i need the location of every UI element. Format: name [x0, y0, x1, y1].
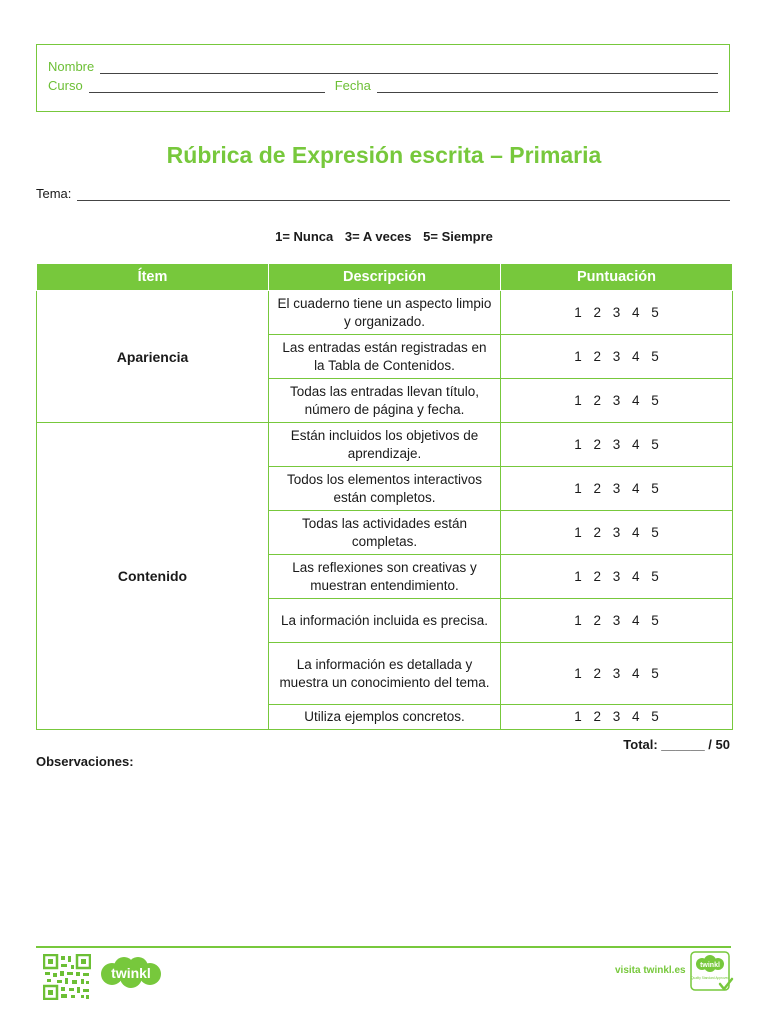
rubric-table — [36, 263, 733, 730]
row-score[interactable]: 1 2 3 4 5 — [501, 335, 733, 379]
header-descripcion: Descripción — [269, 264, 501, 291]
badge-subtitle: Quality Standard Approved — [690, 976, 730, 980]
nombre-row — [48, 59, 718, 74]
tema-row — [36, 186, 730, 201]
curso-label: Curso — [48, 78, 83, 93]
qr-code-icon — [43, 954, 91, 1000]
table-row — [37, 291, 733, 335]
row-score[interactable]: 1 2 3 4 5 — [501, 467, 733, 511]
row-score[interactable]: 1 2 3 4 5 — [501, 705, 733, 730]
legend-nunca: 1= Nunca — [275, 229, 334, 244]
tema-label: Tema: — [36, 186, 72, 201]
header-puntuacion: Puntuación — [501, 264, 733, 291]
nombre-field[interactable] — [100, 61, 718, 74]
twinkl-logo — [100, 955, 162, 989]
row-score[interactable]: 1 2 3 4 5 — [501, 511, 733, 555]
quality-badge-icon — [690, 951, 734, 993]
item-contenido: Contenido — [37, 423, 269, 730]
total-score: Total: ______ / 50 — [623, 737, 730, 752]
observaciones-label: Observaciones: — [36, 754, 134, 769]
row-description: Utiliza ejemplos concretos. — [269, 705, 501, 730]
row-description: El cuaderno tiene un aspecto limpio y organizado. — [269, 291, 501, 335]
row-description: Todas las actividades están completas. — [269, 511, 501, 555]
row-description: La información es detallada y muestra un conocimiento del tema. — [269, 643, 501, 705]
row-description: Están incluidos los objetivos de aprendizaje. — [269, 423, 501, 467]
tema-field[interactable] — [77, 188, 730, 201]
row-description: Todas las entradas llevan título, número de página y fecha. — [269, 379, 501, 423]
student-info-box — [36, 44, 730, 112]
table-row — [37, 423, 733, 467]
row-description: Las entradas están registradas en la Tabla de Contenidos. — [269, 335, 501, 379]
curso-fecha-row — [48, 78, 718, 93]
table-header-row — [37, 264, 733, 291]
fecha-field[interactable] — [377, 80, 718, 93]
row-score[interactable]: 1 2 3 4 5 — [501, 643, 733, 705]
row-score[interactable]: 1 2 3 4 5 — [501, 599, 733, 643]
row-score[interactable]: 1 2 3 4 5 — [501, 291, 733, 335]
legend-a-veces: 3= A veces — [344, 229, 412, 244]
row-score[interactable]: 1 2 3 4 5 — [501, 423, 733, 467]
item-apariencia: Apariencia — [37, 291, 269, 423]
curso-field[interactable] — [89, 80, 325, 93]
legend-siempre: 5= Siempre — [423, 229, 493, 244]
logo-text: twinkl — [111, 965, 151, 981]
visit-link[interactable]: visita twinkl.es — [615, 965, 686, 976]
header-item: Ítem — [37, 264, 269, 291]
row-description: Todos los elementos interactivos están completos. — [269, 467, 501, 511]
row-description: Las reflexiones son creativas y muestran entendimiento. — [269, 555, 501, 599]
page-title: Rúbrica de Expresión escrita – Primaria — [166, 142, 602, 168]
badge-title: twinkl — [700, 962, 720, 969]
footer-divider — [36, 946, 731, 948]
row-score[interactable]: 1 2 3 4 5 — [501, 555, 733, 599]
fecha-label: Fecha — [334, 78, 371, 93]
row-description: La información incluida es precisa. — [269, 599, 501, 643]
nombre-label: Nombre — [48, 59, 95, 74]
row-score[interactable]: 1 2 3 4 5 — [501, 379, 733, 423]
score-legend — [0, 229, 768, 244]
